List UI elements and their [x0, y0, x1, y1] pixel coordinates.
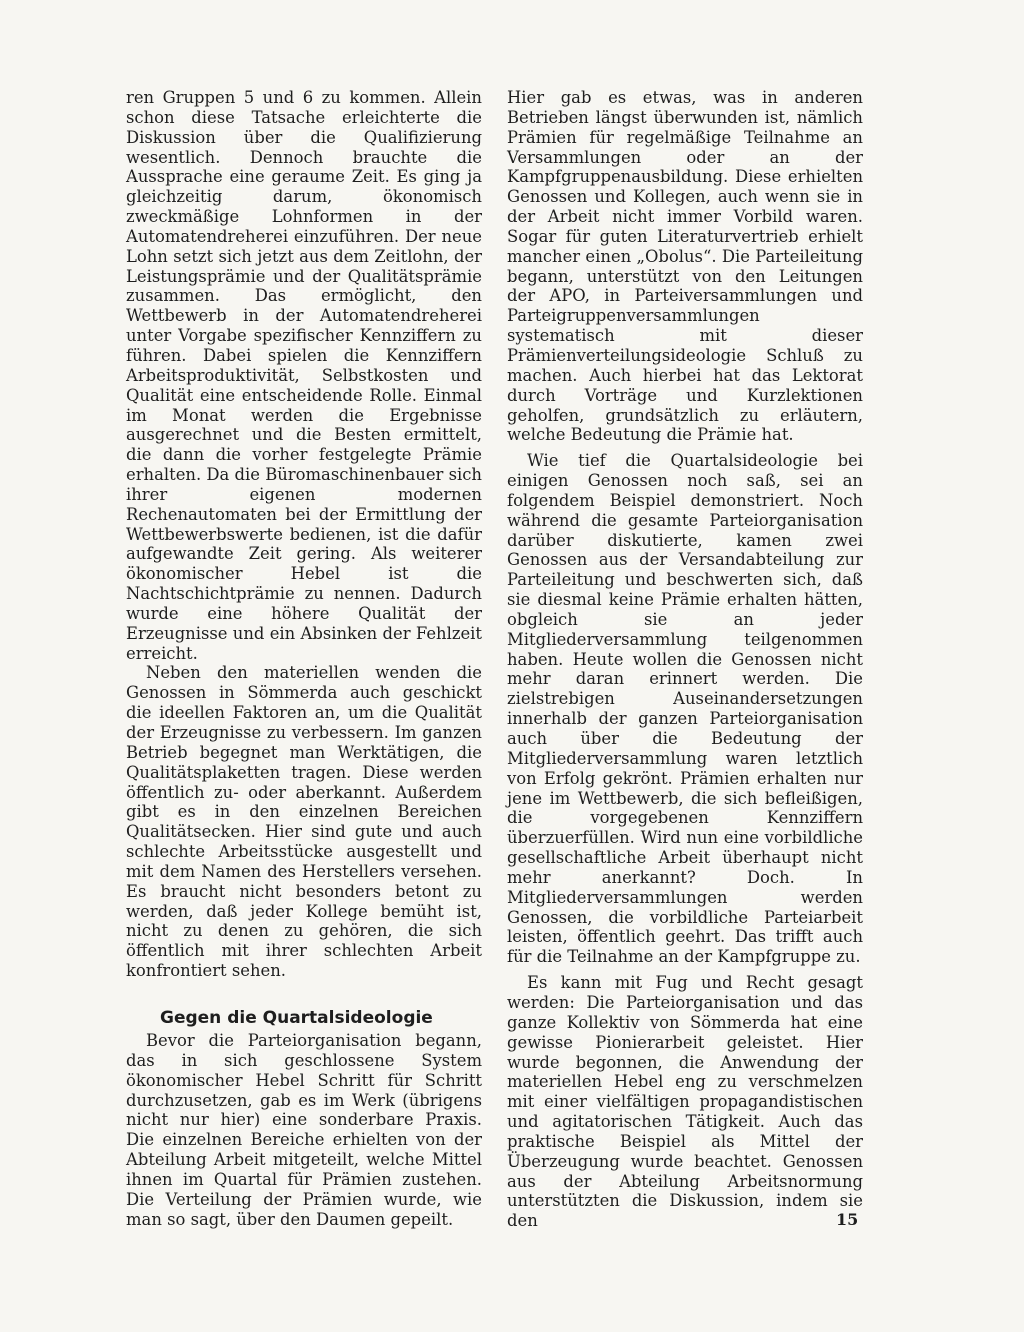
paragraph: Wie tief die Quartalsideologie bei einigen Genossen noch saß, sei an folgendem Beispiel demonstriert. Noch während die gesamte Parteiorganisation darüber diskutierte, kamen zwei Genossen aus der Versandabteilung zur Parteileitung und beschwerten sich, daß sie diesmal keine Prämie erhalten hätten, obgleich sie an jeder Mitgliederversammlung teilgenommen haben. Heute wollen die Genossen nicht mehr daran erinnert werden. Die zielstrebigen Auseinandersetzungen innerhalb der ganzen Parteiorganisation auch über die Bedeutung der Mitgliederversammlung waren letztlich von Erfolg gekrönt. Prämien erhalten nur jene im Wettbewerb, die sich befleißigen, die vorgegebenen Kennziffern überzuerfüllen. Wird nun eine vorbildliche gesellschaftliche Arbeit überhaupt nicht mehr anerkannt? Doch. In Mitgliederversammlungen werden Genossen, die vorbildliche Parteiarbeit leisten, öffentlich geehrt. Das trifft auch für die Teilnahme an der Kampfgruppe zu. — [507, 451, 863, 967]
left-column — [126, 88, 482, 1229]
section-heading: Gegen die Quartalsideologie — [160, 1007, 433, 1028]
page-number: 15 — [836, 1210, 859, 1229]
paragraph: Bevor die Parteiorganisation begann, das in sich geschlossene System ökonomischer Hebel Schritt für Schritt durchzusetzen, gab es im Werk (übrigens nicht nur hier) eine sonderbare Praxis. Die einzelnen Bereiche erhielten von der Abteilung Arbeit mitgeteilt, welche Mittel ihnen im Quartal für Prämien zustehen. Die Verteilung der Prämien wurde, wie man so sagt, über den Daumen gepeilt. — [126, 1030, 482, 1229]
paragraph: Hier gab es etwas, was in anderen Betrieben längst überwunden ist, nämlich Prämien für regelmäßige Teilnahme an Versammlungen oder an der Kampfgruppenausbildung. Diese erhielten Genossen und Kollegen, auch wenn sie in der Arbeit nicht immer Vorbild waren. Sogar für guten Literaturvertrieb erhielt mancher einen „Obolus“. Die Parteileitung begann, unterstützt von den Leitungen der APO, in Parteiversammlungen und Parteigruppenversammlungen systematisch mit dieser Prämienverteilungsideologie Schluß zu machen. Auch hierbei hat das Lektorat durch Vorträge und Kurzlektionen geholfen, grundsätzlich zu erläutern, welche Bedeutung die Prämie hat. — [507, 88, 863, 445]
paragraph: ren Gruppen 5 und 6 zu kommen. Allein schon diese Tatsache erleichterte die Diskussion über die Qualifizierung wesentlich. Dennoch brauchte die Aussprache eine geraume Zeit. Es ging ja gleichzeitig darum, ökonomisch zweckmäßige Lohnformen in der Automatendreherei einzuführen. Der neue Lohn setzt sich jetzt aus dem Zeitlohn, der Leistungsprämie und der Qualitätsprämie zusammen. Das ermöglicht, den Wettbewerb in der Automatendreherei unter Vorgabe spezifischer Kennziffern zu führen. Dabei spielen die Kennziffern Arbeitsproduktivität, Selbstkosten und Qualität eine entscheidende Rolle. Einmal im Monat werden die Ergebnisse ausgerechnet und die Besten ermittelt, die dann die vorher festgelegte Prämie erhalten. Da die Büromaschinenbauer sich ihrer eigenen modernen Rechenautomaten bei der Ermittlung der Wettbewerbswerte bedienen, ist die dafür aufgewandte Zeit gering. Als weiterer ökonomischer Hebel ist die Nachtschichtprämie zu nennen. Dadurch wurde eine höhere Qualität der Erzeugnisse und ein Absinken der Fehlzeit erreicht. — [126, 88, 482, 663]
paragraph: Neben den materiellen wenden die Genossen in Sömmerda auch geschickt die ideellen Faktoren an, um die Qualität der Erzeugnisse zu verbessern. Im ganzen Betrieb begegnet man Werktätigen, die Qualitätsplaketten tragen. Diese werden öffentlich zu- oder aberkannt. Außerdem gibt es in den einzelnen Bereichen Qualitätsecken. Hier sind gute und auch schlechte Arbeitsstücke ausgestellt und mit dem Namen des Herstellers versehen. Es braucht nicht besonders betont zu werden, daß jeder Kollege bemüht ist, nicht zu denen zu gehören, die sich öffentlich mit ihrer schlechten Arbeit konfrontiert sehen. — [126, 663, 482, 981]
right-column — [507, 88, 863, 1231]
paragraph: Es kann mit Fug und Recht gesagt werden: Die Parteiorganisation und das ganze Kollektiv von Sömmerda hat eine gewisse Pionierarbeit geleistet. Hier wurde begonnen, die Anwendung der materiellen Hebel eng zu verschmelzen mit einer vielfältigen propagandistischen und agitatorischen Tätigkeit. Auch das praktische Beispiel als Mittel der Überzeugung wurde beachtet. Genossen aus der Abteilung Arbeitsnormung unterstützten die Diskussion, indem sie den — [507, 973, 863, 1231]
